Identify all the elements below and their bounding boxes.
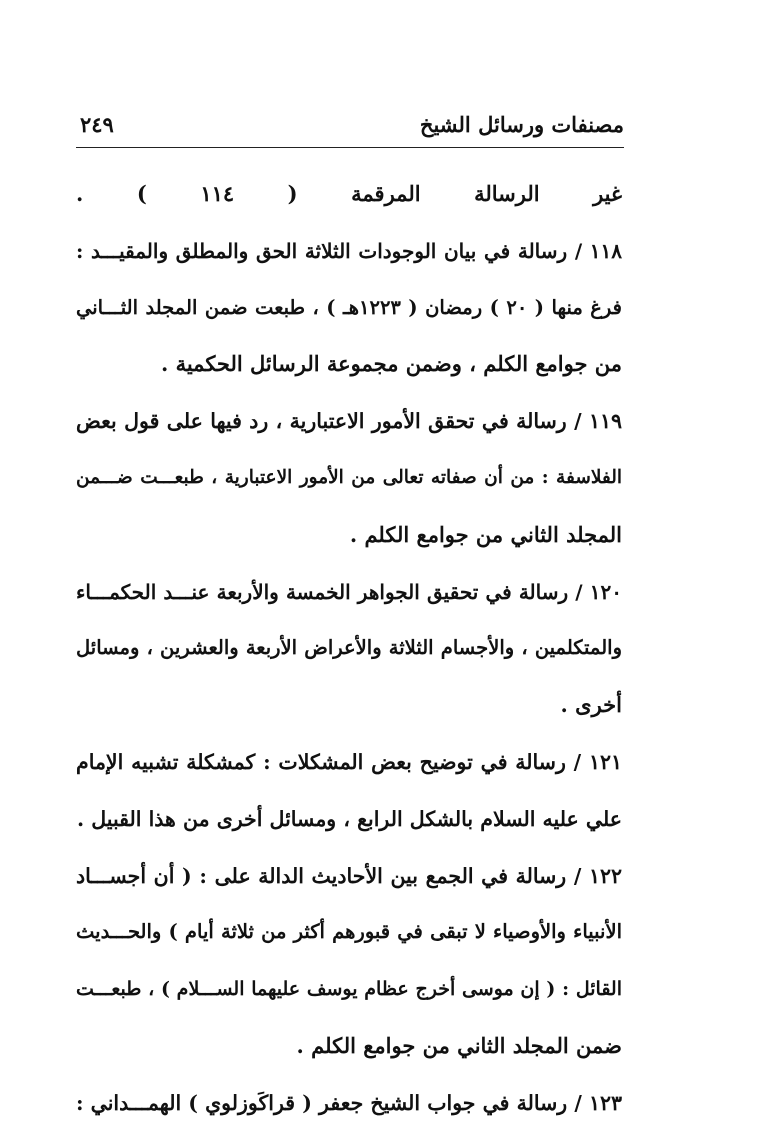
text-line: ١٢٣ / رسالة في جواب الشيخ جعفر ( قراكَوزلوي ) الهمـــداني :: [76, 1090, 622, 1115]
text-line: ١٢١ / رسالة في توضيح بعض المشكلات : كمشكلة تشبيه الإمام: [76, 749, 622, 774]
running-title: مصنفات ورسائل الشيخ: [419, 112, 624, 137]
page-header: [76, 108, 624, 148]
text-line: ١٢٢ / رسالة في الجمع بين الأحاديث الدالة على : ( أن أجســـاد: [76, 863, 622, 888]
text-line: ١١٩ / رسالة في تحقق الأمور الاعتبارية ، رد فيها على قول بعض: [76, 409, 622, 434]
text-line: فرغ منها ( ٢٠ ) رمضان ( ١٢٢٣هـ ) ، طبعت ضمن المجلد الثـــاني: [76, 295, 622, 319]
text-line: والمتكلمين ، والأجسام الثلاثة والأعراض الأربعة والعشرين ، ومسائل: [76, 636, 622, 660]
text-line: غير الرسالة المرقمة ( ١١٤ ) .: [76, 181, 622, 206]
text-line: القائل : ( إن موسى أخرج عظام يوسف عليهما الســـلام ) ، طبعـــت: [76, 978, 622, 1001]
text-line: ١١٨ / رسالة في بيان الوجودات الثلاثة الحق والمطلق والمقيـــد :: [76, 238, 622, 263]
text-line: ضمن المجلد الثاني من جوامع الكلم .: [296, 1032, 622, 1058]
page-number: ٢٤٩: [80, 112, 114, 137]
text-line: الأنبياء والأوصياء لا تبقى في قبورهم أكثر من ثلاثة أيام ) والحـــديث: [76, 920, 622, 944]
text-line: المجلد الثاني من جوامع الكلم .: [349, 521, 622, 547]
text-line: أخرى .: [560, 692, 622, 718]
text-line: من جوامع الكلم ، وضمن مجموعة الرسائل الحكمية .: [160, 351, 622, 377]
text-line: علي عليه السلام بالشكل الرابع ، ومسائل أخرى من هذا القبيل .: [76, 806, 622, 831]
text-line: الفلاسفة : من أن صفاته تعالى من الأمور الاعتبارية ، طبعـــت ضـــمن: [76, 466, 622, 488]
header-rule: [76, 147, 624, 148]
body-text: [76, 166, 622, 1132]
text-line: ١٢٠ / رسالة في تحقيق الجواهر الخمسة والأربعة عنـــد الحكمـــاء: [76, 579, 622, 604]
